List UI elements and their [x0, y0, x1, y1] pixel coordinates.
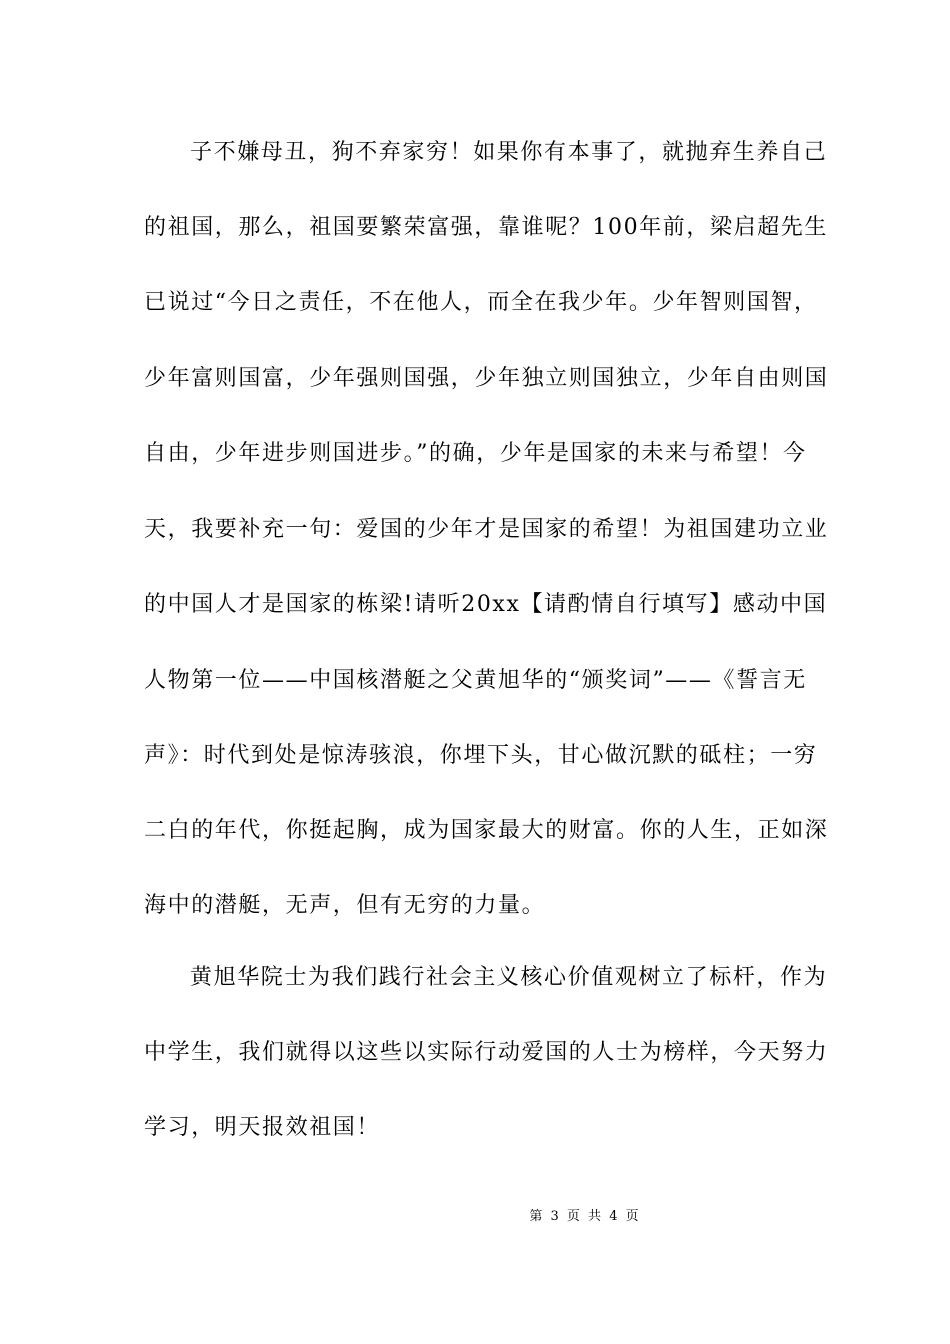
paragraph-1-line-5: 自由，少年进步则国进步。”的确，少年是国家的未来与希望！今 — [144, 441, 807, 466]
paragraph-1-line-8: 人物第一位——中国核潜艇之父黄旭华的“颁奖词”——《誓言无 — [144, 668, 807, 693]
paragraph-2-line-3: 学习，明天报效祖国！ — [144, 1115, 381, 1140]
paragraph-1-line-9: 声》：时代到处是惊涛骇浪，你埋下头，甘心做沉默的砥柱；一穷 — [144, 743, 818, 768]
paragraph-2-line-2: 中学生，我们就得以这些以实际行动爱国的人士为榜样，今天努力 — [144, 1040, 829, 1065]
paragraph-1-line-4: 少年富则国富，少年强则国强，少年独立则国独立，少年自由则国 — [144, 366, 829, 391]
paragraph-1-line-10: 二白的年代，你挺起胸，成为国家最大的财富。你的人生，正如深 — [144, 818, 829, 843]
paragraph-1-line-3: 已说过“今日之责任，不在他人，而全在我少年。少年智则国智， — [144, 290, 818, 315]
paragraph-1-line-7: 的中国人才是国家的栋梁!请听20xx【请酌情自行填写】感动中国 — [144, 592, 828, 617]
paragraph-1-line-2: 的祖国，那么，祖国要繁荣富强，靠谁呢？100年前，梁启超先生 — [144, 215, 828, 240]
paragraph-2-line-1: 黄旭华院士为我们践行社会主义核心价值观树立了标杆，作为 — [190, 965, 828, 990]
paragraph-1-line-6: 天，我要补充一句：爱国的少年才是国家的希望！为祖国建功立业 — [144, 517, 829, 542]
paragraph-1-line-11: 海中的潜艇，无声，但有无穷的力量。 — [144, 893, 546, 918]
page-number-footer: 第 3 页 共 4 页 — [529, 1209, 641, 1224]
paragraph-1-line-1: 子不嫌母丑，狗不弃家穷！如果你有本事了，就抛弃生养自己 — [190, 140, 828, 165]
